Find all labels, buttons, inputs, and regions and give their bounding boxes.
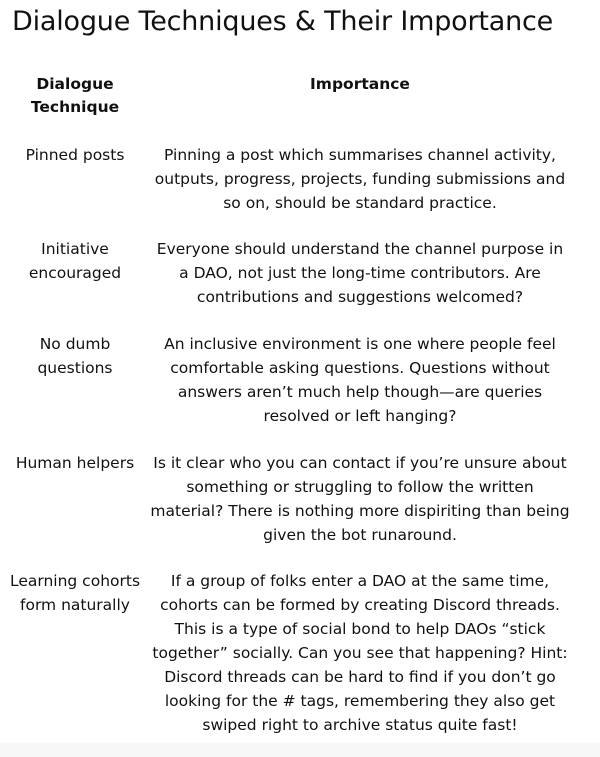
column-header-technique-line: Dialogue bbox=[36, 75, 114, 93]
importance-cell bbox=[145, 451, 575, 547]
page-title: Dialogue Techniques & Their Importance bbox=[12, 6, 554, 37]
importance-line: cohorts can be formed by creating Discord threads. bbox=[160, 596, 560, 614]
importance-line: looking for the # tags, remembering they also get bbox=[164, 692, 556, 710]
technique-line: Initiative bbox=[41, 240, 109, 258]
importance-line: This is a type of social bond to help DAOs “stick bbox=[174, 620, 546, 638]
technique-line: Pinned posts bbox=[25, 146, 125, 164]
technique-cell bbox=[0, 237, 150, 285]
page-bottom-strip bbox=[0, 743, 600, 757]
column-header-technique-line: Technique bbox=[30, 98, 120, 116]
importance-line: Discord threads can be hard to find if you don’t go bbox=[164, 668, 556, 686]
technique-cell bbox=[0, 143, 150, 167]
importance-line: contributions and suggestions welcomed? bbox=[196, 288, 524, 306]
importance-cell bbox=[145, 332, 575, 428]
importance-line: comfortable asking questions. Questions without bbox=[170, 359, 550, 377]
technique-line: questions bbox=[37, 359, 113, 377]
importance-line: resolved or left hanging? bbox=[263, 407, 457, 425]
importance-cell bbox=[145, 237, 575, 309]
technique-line: form naturally bbox=[20, 596, 130, 614]
importance-line: Pinning a post which summarises channel activity, bbox=[164, 146, 556, 164]
importance-line: something or struggling to follow the written bbox=[186, 478, 534, 496]
technique-cell bbox=[0, 332, 150, 380]
importance-line: a DAO, not just the long-time contributors. Are bbox=[179, 264, 541, 282]
importance-line: outputs, progress, projects, funding submissions and bbox=[154, 170, 566, 188]
importance-line: Everyone should understand the channel purpose in bbox=[156, 240, 564, 258]
technique-cell bbox=[0, 569, 150, 617]
technique-line: Learning cohorts bbox=[9, 572, 141, 590]
importance-line: An inclusive environment is one where people feel bbox=[164, 335, 556, 353]
importance-line: together” socially. Can you see that happening? Hint: bbox=[152, 644, 568, 662]
importance-cell bbox=[145, 569, 575, 737]
importance-line: material? There is nothing more dispiriting than being bbox=[150, 502, 570, 520]
importance-cell bbox=[145, 143, 575, 215]
importance-line: so on, should be standard practice. bbox=[223, 194, 497, 212]
importance-line: given the bot runaround. bbox=[263, 526, 457, 544]
technique-line: encouraged bbox=[28, 264, 122, 282]
importance-line: If a group of folks enter a DAO at the same time, bbox=[170, 572, 550, 590]
technique-cell bbox=[0, 451, 150, 475]
importance-line: swiped right to archive status quite fast! bbox=[202, 716, 518, 734]
importance-line: answers aren’t much help though—are queries bbox=[177, 383, 543, 401]
technique-line: Human helpers bbox=[15, 454, 135, 472]
column-header-technique bbox=[0, 73, 150, 119]
column-header-importance: Importance bbox=[310, 75, 410, 93]
importance-line: Is it clear who you can contact if you’re unsure about bbox=[153, 454, 567, 472]
technique-line: No dumb bbox=[39, 335, 111, 353]
